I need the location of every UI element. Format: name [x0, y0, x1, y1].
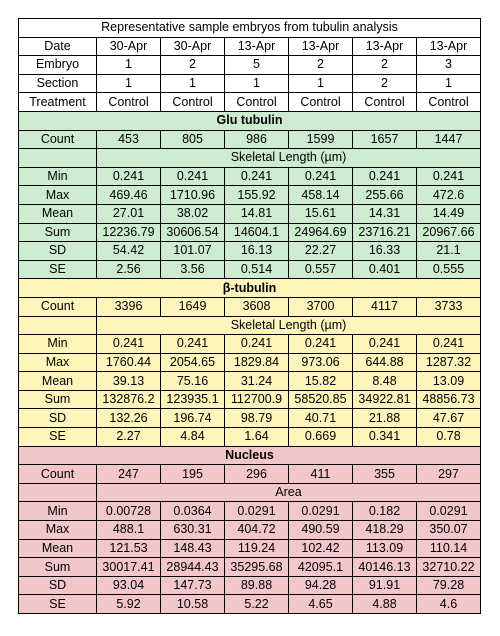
table-cell: 2	[353, 56, 417, 75]
table-cell: 1599	[289, 130, 353, 149]
table-cell: 195	[161, 465, 225, 484]
table-cell: 1710.96	[161, 186, 225, 205]
header-row-embryo	[19, 56, 481, 75]
table-cell: 155.92	[225, 186, 289, 205]
table-cell: 42095.1	[289, 558, 353, 577]
row-label: Section	[19, 74, 97, 93]
table-cell: 16.13	[225, 242, 289, 261]
table-cell: 1829.84	[225, 353, 289, 372]
stat-row-min	[19, 335, 481, 354]
table-cell: 0.341	[353, 428, 417, 447]
table-cell: 110.14	[417, 539, 481, 558]
stat-row-min	[19, 502, 481, 521]
table-cell: 0.241	[225, 167, 289, 186]
table-cell: 453	[97, 130, 161, 149]
table-cell: 469.46	[97, 186, 161, 205]
table-cell: 255.66	[353, 186, 417, 205]
table-cell: 0.182	[353, 502, 417, 521]
table-cell: 3733	[417, 297, 481, 316]
row-label: Treatment	[19, 93, 97, 112]
table-cell: 1760.44	[97, 353, 161, 372]
table-cell: 2054.65	[161, 353, 225, 372]
table-cell: 644.88	[353, 353, 417, 372]
row-label: SD	[19, 409, 97, 428]
section-header-row	[19, 446, 481, 465]
table-cell: 0.78	[417, 428, 481, 447]
tubulin-analysis-table	[18, 18, 481, 614]
section-title: Nucleus	[19, 446, 481, 465]
table-cell: 21.1	[417, 242, 481, 261]
table-cell: 297	[417, 465, 481, 484]
table-cell: 89.88	[225, 576, 289, 595]
table-cell: 132.26	[97, 409, 161, 428]
table-cell: 13-Apr	[289, 37, 353, 56]
section-header-row	[19, 111, 481, 130]
table-cell: 1649	[161, 297, 225, 316]
table-cell: 0.241	[289, 167, 353, 186]
table-cell: 0.557	[289, 260, 353, 279]
table-cell: 54.42	[97, 242, 161, 261]
row-label: Count	[19, 297, 97, 316]
table-cell: 1287.32	[417, 353, 481, 372]
table-cell: 2.56	[97, 260, 161, 279]
row-label: Sum	[19, 558, 97, 577]
table-cell: 3.56	[161, 260, 225, 279]
table-cell: 112700.9	[225, 390, 289, 409]
table-cell: 75.16	[161, 372, 225, 391]
table-cell: Control	[289, 93, 353, 112]
stat-row-se	[19, 595, 481, 614]
table-cell: 355	[353, 465, 417, 484]
count-row	[19, 130, 481, 149]
row-label: Count	[19, 130, 97, 149]
row-label: Max	[19, 186, 97, 205]
table-cell: 16.33	[353, 242, 417, 261]
table-cell: 31.24	[225, 372, 289, 391]
table-cell: 121.53	[97, 539, 161, 558]
table-cell: 22.27	[289, 242, 353, 261]
table-cell: 23716.21	[353, 223, 417, 242]
table-cell: 0.241	[97, 167, 161, 186]
row-label: Mean	[19, 204, 97, 223]
table-cell: 0.241	[353, 335, 417, 354]
table-cell: 14.49	[417, 204, 481, 223]
table-cell: 24964.69	[289, 223, 353, 242]
table-cell: 132876.2	[97, 390, 161, 409]
table-cell: 40146.13	[353, 558, 417, 577]
stat-row-sd	[19, 576, 481, 595]
table-cell: 5.92	[97, 595, 161, 614]
table-cell: 15.61	[289, 204, 353, 223]
table-cell: 15.82	[289, 372, 353, 391]
table-cell: 13.09	[417, 372, 481, 391]
row-label: Min	[19, 167, 97, 186]
subheader-label: Skeletal Length (µm)	[97, 316, 481, 335]
stat-row-sum	[19, 390, 481, 409]
table-cell: 12236.79	[97, 223, 161, 242]
stat-row-sum	[19, 558, 481, 577]
row-label: Mean	[19, 539, 97, 558]
count-row	[19, 297, 481, 316]
table-cell: Control	[353, 93, 417, 112]
subheader-blank	[19, 483, 97, 502]
title-row	[19, 19, 481, 38]
table-cell: 196.74	[161, 409, 225, 428]
table-cell: 4.84	[161, 428, 225, 447]
table-cell: 0.241	[289, 335, 353, 354]
table-cell: 404.72	[225, 521, 289, 540]
table-cell: 21.88	[353, 409, 417, 428]
stat-row-mean	[19, 204, 481, 223]
table-cell: 123935.1	[161, 390, 225, 409]
table-cell: 630.31	[161, 521, 225, 540]
table-cell: 119.24	[225, 539, 289, 558]
table-cell: 0.0364	[161, 502, 225, 521]
subheader-row	[19, 149, 481, 168]
table-cell: 38.02	[161, 204, 225, 223]
stat-row-sum	[19, 223, 481, 242]
table-cell: 3	[417, 56, 481, 75]
table-cell: 1	[97, 56, 161, 75]
stat-row-se	[19, 428, 481, 447]
table-cell: Control	[97, 93, 161, 112]
table-cell: 1	[225, 74, 289, 93]
subheader-blank	[19, 316, 97, 335]
table-cell: 0.00728	[97, 502, 161, 521]
table-cell: 0.241	[353, 167, 417, 186]
table-cell: 27.01	[97, 204, 161, 223]
subheader-label: Skeletal Length (µm)	[97, 149, 481, 168]
table-cell: 4.65	[289, 595, 353, 614]
table-cell: Control	[417, 93, 481, 112]
table-cell: 48856.73	[417, 390, 481, 409]
stat-row-max	[19, 521, 481, 540]
table-cell: 0.0291	[417, 502, 481, 521]
table-cell: 0.0291	[225, 502, 289, 521]
table-cell: 2.27	[97, 428, 161, 447]
subheader-row	[19, 483, 481, 502]
stat-row-sd	[19, 409, 481, 428]
subheader-blank	[19, 149, 97, 168]
stat-row-se	[19, 260, 481, 279]
row-label: SE	[19, 428, 97, 447]
table-cell: 113.09	[353, 539, 417, 558]
table-cell: 2	[289, 56, 353, 75]
table-cell: 805	[161, 130, 225, 149]
table-cell: 13-Apr	[225, 37, 289, 56]
table-cell: 30-Apr	[161, 37, 225, 56]
table-cell: 58520.85	[289, 390, 353, 409]
row-label: SD	[19, 242, 97, 261]
row-label: Min	[19, 502, 97, 521]
table-cell: 0.241	[97, 335, 161, 354]
table-cell: 93.04	[97, 576, 161, 595]
row-label: Sum	[19, 223, 97, 242]
table-cell: 4.88	[353, 595, 417, 614]
stat-row-min	[19, 167, 481, 186]
table-cell: 91.91	[353, 576, 417, 595]
table-cell: 10.58	[161, 595, 225, 614]
table-cell: 148.43	[161, 539, 225, 558]
table-cell: 2	[353, 74, 417, 93]
stat-row-max	[19, 353, 481, 372]
table-cell: 4117	[353, 297, 417, 316]
row-label: Min	[19, 335, 97, 354]
table-cell: 0.555	[417, 260, 481, 279]
table-cell: 30606.54	[161, 223, 225, 242]
table-cell: 350.07	[417, 521, 481, 540]
row-label: SD	[19, 576, 97, 595]
table-cell: 1657	[353, 130, 417, 149]
table-cell: 79.28	[417, 576, 481, 595]
table-cell: 20967.66	[417, 223, 481, 242]
table-cell: 0.241	[161, 167, 225, 186]
table-cell: 0.0291	[289, 502, 353, 521]
table-cell: 411	[289, 465, 353, 484]
table-cell: 8.48	[353, 372, 417, 391]
table-cell: 28944.43	[161, 558, 225, 577]
table-cell: 418.29	[353, 521, 417, 540]
table-cell: 5.22	[225, 595, 289, 614]
table-cell: 3608	[225, 297, 289, 316]
subheader-row	[19, 316, 481, 335]
table-cell: 296	[225, 465, 289, 484]
row-label: Mean	[19, 372, 97, 391]
table-cell: 0.241	[417, 167, 481, 186]
table-cell: 973.06	[289, 353, 353, 372]
row-label: SE	[19, 260, 97, 279]
table-cell: 1	[161, 74, 225, 93]
table-cell: 1	[417, 74, 481, 93]
table-cell: 94.28	[289, 576, 353, 595]
table-cell: 1	[97, 74, 161, 93]
table-cell: 30-Apr	[97, 37, 161, 56]
stat-row-mean	[19, 372, 481, 391]
row-label: Count	[19, 465, 97, 484]
stat-row-sd	[19, 242, 481, 261]
table-cell: 2	[161, 56, 225, 75]
count-row	[19, 465, 481, 484]
table-cell: 1447	[417, 130, 481, 149]
row-label: Date	[19, 37, 97, 56]
table-cell: 488.1	[97, 521, 161, 540]
stat-row-mean	[19, 539, 481, 558]
table-cell: 32710.22	[417, 558, 481, 577]
table-cell: 14.81	[225, 204, 289, 223]
table-cell: 490.59	[289, 521, 353, 540]
table-cell: 14.31	[353, 204, 417, 223]
table-cell: 458.14	[289, 186, 353, 205]
table-cell: 3396	[97, 297, 161, 316]
table-cell: 0.514	[225, 260, 289, 279]
row-label: Max	[19, 521, 97, 540]
table-cell: 1	[289, 74, 353, 93]
row-label: Embryo	[19, 56, 97, 75]
table-title: Representative sample embryos from tubulin analysis	[19, 19, 481, 38]
table-cell: 34922.81	[353, 390, 417, 409]
header-row-treatment	[19, 93, 481, 112]
table-cell: 247	[97, 465, 161, 484]
section-header-row	[19, 279, 481, 298]
table-cell: 4.6	[417, 595, 481, 614]
table-cell: Control	[225, 93, 289, 112]
section-title: Glu tubulin	[19, 111, 481, 130]
table-cell: 986	[225, 130, 289, 149]
table-cell: 30017.41	[97, 558, 161, 577]
table-cell: Control	[161, 93, 225, 112]
table-cell: 3700	[289, 297, 353, 316]
table-cell: 98.79	[225, 409, 289, 428]
table-cell: 13-Apr	[353, 37, 417, 56]
table-cell: 101.07	[161, 242, 225, 261]
table-cell: 0.241	[225, 335, 289, 354]
table-cell: 39.13	[97, 372, 161, 391]
table-cell: 0.241	[417, 335, 481, 354]
table-cell: 35295.68	[225, 558, 289, 577]
table-cell: 0.401	[353, 260, 417, 279]
subheader-label: Area	[97, 483, 481, 502]
header-row-section	[19, 74, 481, 93]
table-cell: 14604.1	[225, 223, 289, 242]
table-cell: 5	[225, 56, 289, 75]
section-title: β-tubulin	[19, 279, 481, 298]
header-row-date	[19, 37, 481, 56]
table-cell: 0.669	[289, 428, 353, 447]
table-cell: 102.42	[289, 539, 353, 558]
table-cell: 47.67	[417, 409, 481, 428]
table-cell: 147.73	[161, 576, 225, 595]
table-cell: 472.6	[417, 186, 481, 205]
row-label: Sum	[19, 390, 97, 409]
stat-row-max	[19, 186, 481, 205]
table-cell: 40.71	[289, 409, 353, 428]
table-cell: 0.241	[161, 335, 225, 354]
row-label: Max	[19, 353, 97, 372]
table-cell: 1.64	[225, 428, 289, 447]
table-cell: 13-Apr	[417, 37, 481, 56]
row-label: SE	[19, 595, 97, 614]
